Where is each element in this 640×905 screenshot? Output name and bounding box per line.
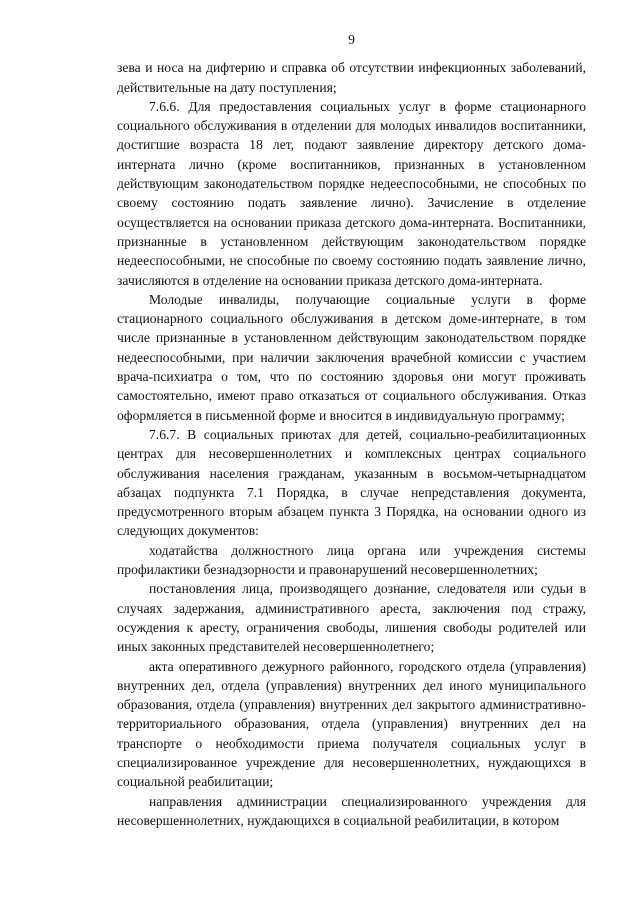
paragraph: ходатайства должностного лица органа или учреждения системы профилактики безнадзорности и правонарушений несовершеннолетних; xyxy=(117,542,586,578)
page-number: 9 xyxy=(348,32,355,47)
paragraph: направления администрации специализированного учреждения для несовершеннолетних, нуждающихся в социальной реабилитации, в котором xyxy=(117,793,586,828)
paragraph: 7.6.6. Для предоставления социальных услуг в форме стационарного социального обслуживания в отделении для молодых инвалидов воспитанники, достигшие возраста 18 лет, подают заявление директору детского дома-интерната лично (кроме воспитанников, признанных в установленном действующим законодательством порядке недееспособными, не способных по своему состоянию подать заявление лично). Зачисление в отделение осуществляется на основании приказа детского дома-интерната. Воспитанники, признанные в установленном действующим законодательством порядке недееспособными, не способные по своему состоянию подать заявление лично, зачисляются в отделение на основании приказа детского дома-интерната. xyxy=(117,98,586,288)
document-body xyxy=(117,58,586,830)
paragraph: зева и носа на дифтерию и справка об отсутствии инфекционных заболеваний, действительные на дату поступления; xyxy=(117,60,586,95)
paragraph: 7.6.7. В социальных приютах для детей, социально-реабилитационных центрах для несовершеннолетних и комплексных центрах социального обслуживания населения гражданам, указанным в восьмом-четырнадцатом абзацах подпункта 7.1 Порядка, в случае непредставления документа, предусмотренного вторым абзацем пункта 3 Порядка, на основании одного из следующих документов: xyxy=(117,426,586,539)
paragraph: Молодые инвалиды, получающие социальные услуги в форме стационарного социального обслуживания в детском доме-интернате, в том числе признанные в установленном действующим законодательством порядке недееспособными, при наличии заключения врачебной комиссии с участием врача-психиатра о том, что по состоянию здоровья они могут проживать самостоятельно, имеют право отказаться от социального обслуживания. Отказ оформляется в письменной форме и вносится в индивидуальную программу; xyxy=(117,291,586,423)
paragraph: акта оперативного дежурного районного, городского отдела (управления) внутренних дел, отдела (управления) внутренних дел иного муниципального образования, отдела (управления) внутренних дел закрытого административно-территориального образования, отдела (управления) внутренних дел на транспорте о необходимости приема получателя социальных услуг в специализированное учреждение для несовершеннолетних, нуждающихся в социальной реабилитации; xyxy=(117,658,586,790)
paragraph: постановления лица, производящего дознание, следователя или судьи в случаях задержания, административного ареста, заключения под стражу, осуждения к аресту, ограничения свободы, лишения свободы родителей или иных законных представителей несовершеннолетнего; xyxy=(117,581,586,655)
